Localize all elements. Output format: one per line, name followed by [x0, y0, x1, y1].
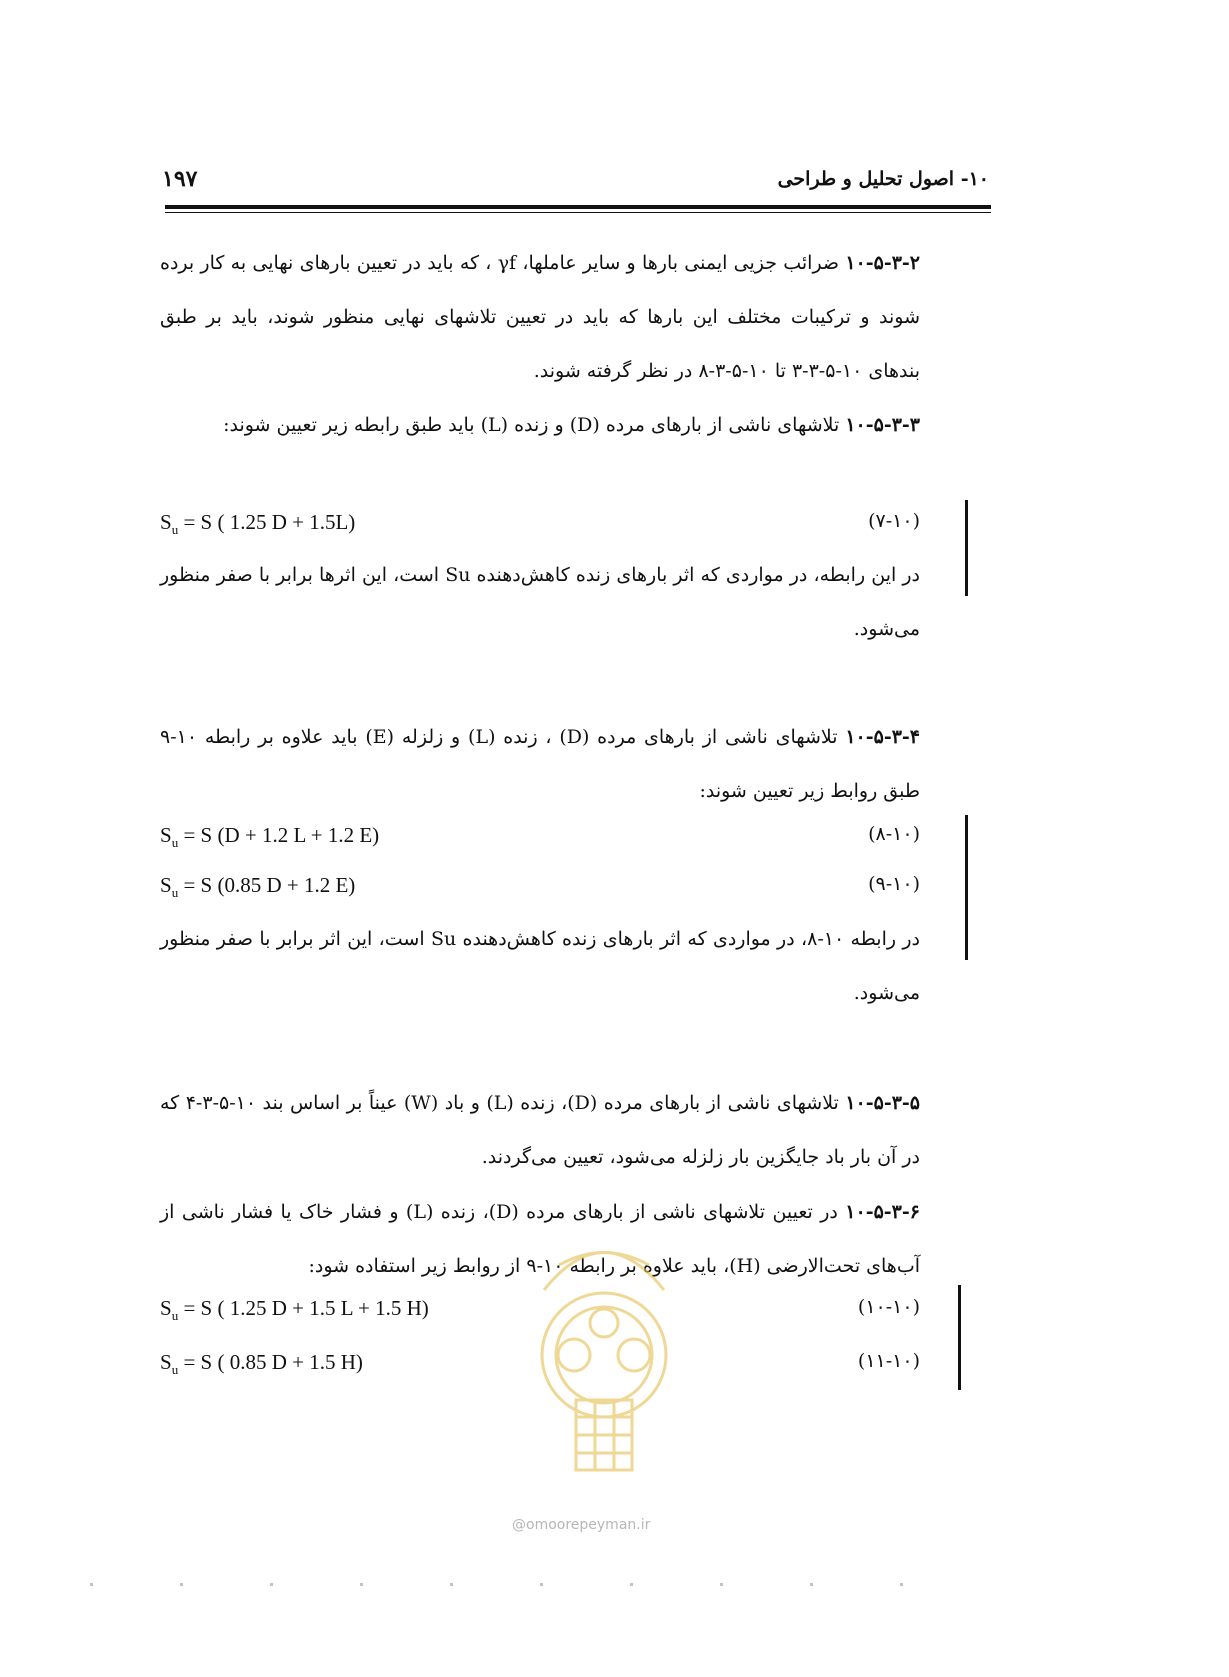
section-10-5-3-4-note [160, 912, 920, 1020]
note-text: در رابطه ۱۰-۸، در مواردی که اثر بارهای زنده کاهش‌دهنده Su است، این اثر برابر با صفر منظور می‌شود. [160, 928, 920, 1004]
page-number: ۱۹۷ [162, 166, 198, 192]
equation-number: (۱۰-۱۰) [857, 1296, 920, 1318]
watermark-text: @omoorepeyman.ir [512, 1517, 651, 1533]
equation-number: (۱۱-۱۰) [857, 1350, 920, 1372]
equation-formula: $S_u = S$ (0.85 D + 1.2 E) [160, 873, 356, 901]
chapter-title: ۱۰- اصول تحلیل و طراحی [777, 168, 989, 190]
clause-text: تلاشهای ناشی از بارهای مرده (D) ، زنده (L) و زلزله (E) باید علاوه بر رابطه ۱۰-۹ طبق روابط زیر تعیین شوند: [160, 726, 920, 802]
equation-number: (۸-۱۰) [868, 823, 920, 845]
equation-number: (۷-۱۰) [868, 510, 920, 532]
section-10-5-3-2 [160, 236, 920, 398]
equation-formula: $S_u = S$ ( 0.85 D + 1.5 H) [160, 1350, 363, 1378]
clause-number: ۱۰-۵-۳-۲ [845, 252, 920, 274]
clause-text: ضرائب جزیی ایمنی بارها و سایر عاملها، γf ، که باید در تعیین بارهای نهایی به کار برده شوند و ترکیبات مختلف این بارها که باید در تعیین تلاشهای نهایی منظور شوند، باید بر طبق بندهای ۱۰-۵-۳-۳ تا ۱۰-۵-۳-۸ در نظر گرفته شوند. [160, 252, 920, 382]
section-10-5-3-4 [160, 710, 920, 818]
equation-formula: $S_u = S$ ( 1.25 D + 1.5L) [160, 510, 356, 538]
equation-9-10 [160, 873, 920, 903]
note-text: در این رابطه، در مواردی که اثر بارهای زنده کاهش‌دهنده Su است، این اثرها برابر با صفر منظور می‌شود. [160, 564, 920, 640]
change-bar [958, 1285, 961, 1390]
header-rule-thin [165, 212, 991, 213]
watermark-logo-icon [504, 1195, 704, 1485]
section-10-5-3-5 [160, 1076, 920, 1184]
scan-dots [90, 1583, 970, 1586]
equation-8-10 [160, 823, 920, 853]
clause-text: تلاشهای ناشی از بارهای مرده (D) و زنده (L) باید طبق رابطه زیر تعیین شوند: [223, 414, 840, 436]
clause-number: ۱۰-۵-۳-۵ [845, 1092, 920, 1114]
clause-number: ۱۰-۵-۳-۳ [845, 414, 920, 436]
header-rule-thick [165, 205, 991, 209]
change-bar [965, 815, 968, 960]
section-10-5-3-3 [160, 398, 920, 452]
equation-formula: $S_u = S$ ( 1.25 D + 1.5 L + 1.5 H) [160, 1296, 429, 1324]
clause-text: تلاشهای ناشی از بارهای مرده (D)، زنده (L) و باد (W) عیناً بر اساس بند ۱۰-۵-۳-۴ که در آن بار باد جایگزین بار زلزله می‌شود، تعیین می‌گردند. [160, 1092, 920, 1168]
clause-text: در تعیین تلاشهای ناشی از بارهای مرده (D)، زنده (L) و فشار خاک یا فشار ناشی از آب‌های تحت‌الارضی (H)، باید علاوه بر رابطه ۱۰-۹ از روابط زیر استفاده شود: [160, 1201, 920, 1277]
equation-7-10 [160, 510, 920, 540]
equation-number: (۹-۱۰) [868, 873, 920, 895]
equation-formula: $S_u = S$ (D + 1.2 L + 1.2 E) [160, 823, 380, 851]
clause-number: ۱۰-۵-۳-۴ [845, 726, 921, 748]
clause-number: ۱۰-۵-۳-۶ [845, 1201, 920, 1223]
change-bar [965, 500, 968, 596]
section-10-5-3-3-note [160, 548, 920, 656]
